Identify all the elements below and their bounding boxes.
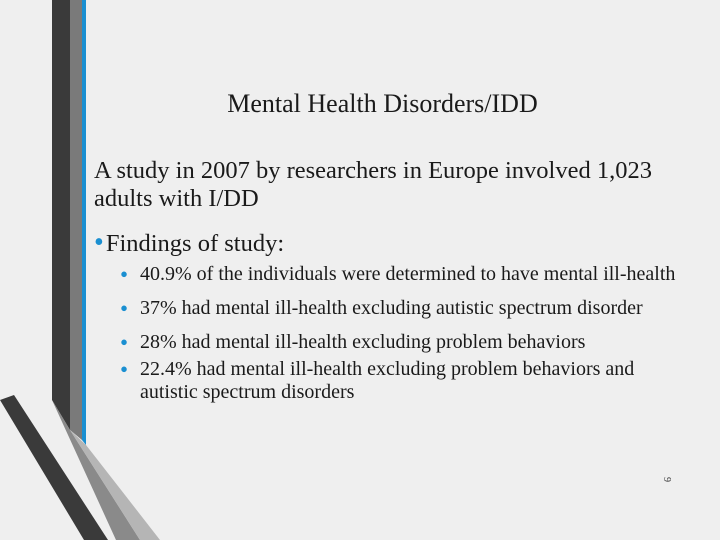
list-item [120,297,680,320]
bullet-dot-icon: • [120,262,129,287]
list-item-text: 37% had mental ill-health excluding autistic spectrum disorder [140,297,643,319]
blue-accent-bar [82,0,86,445]
bullet-dot-icon: • [120,296,129,321]
findings-list [120,263,680,415]
list-item-text: 40.9% of the individuals were determined to have mental ill-health [140,263,676,285]
bullet-dot-icon: • [120,357,129,382]
list-item [120,331,680,354]
dark-vertical-bar [52,0,70,430]
page-number: 9 [661,477,672,482]
intro-text: A study in 2007 by researchers in Europe involved 1,023 adults with I/DD [94,157,652,212]
list-item-text: 22.4% had mental ill-health excluding problem behaviors and autistic spectrum disorders [140,358,635,403]
list-item [120,263,680,286]
findings-heading-label: Findings of study: [105,230,285,257]
list-item-text: 28% had mental ill-health excluding problem behaviors [140,331,586,353]
slide-title: Mental Health Disorders/IDD [227,89,538,118]
grey-vertical-bar [70,0,82,440]
bullet-dot-icon: • [120,330,129,355]
list-item [120,358,680,404]
findings-heading [94,228,694,259]
bullet-dot-icon: • [94,227,104,258]
